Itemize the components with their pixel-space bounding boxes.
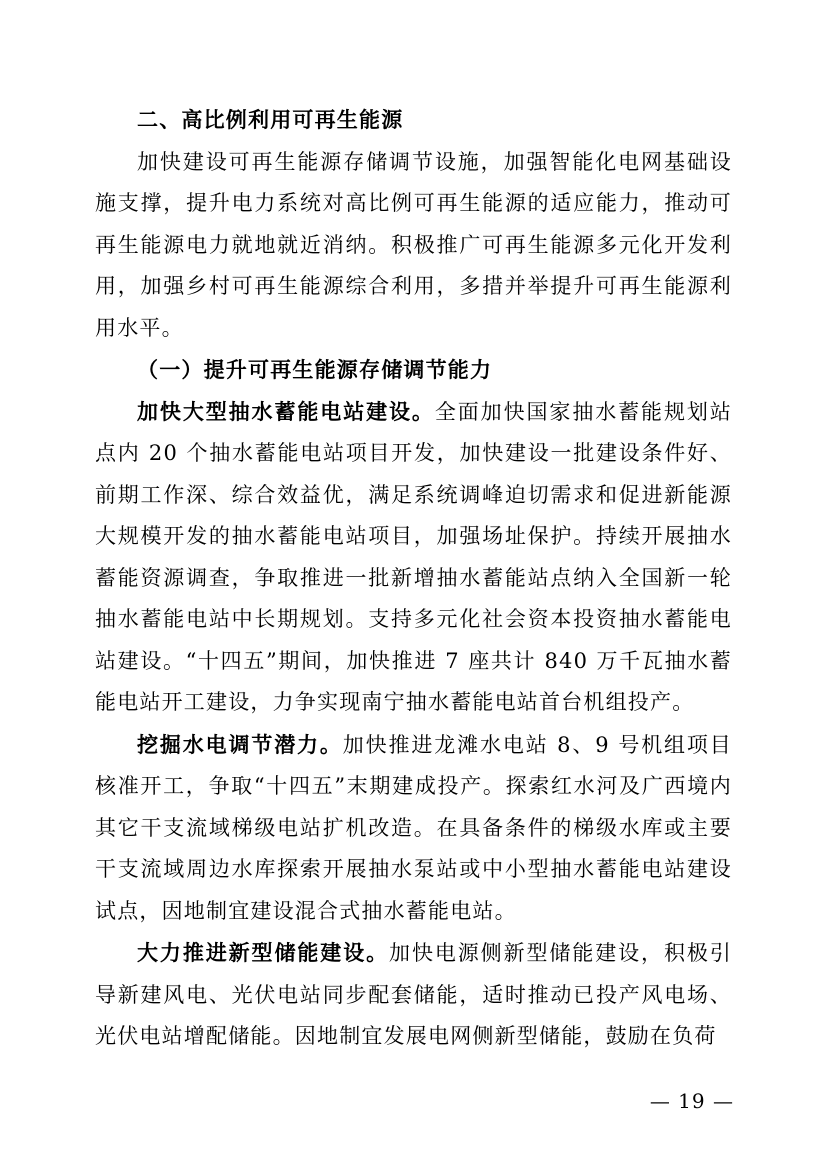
paragraph-hydropower-lead: 挖掘水电调节潜力。 <box>137 731 343 757</box>
paragraph-energy-storage <box>95 932 732 1058</box>
paragraph-pumped-storage-lead: 加快大型抽水蓄能电站建设。 <box>137 398 435 424</box>
page-number: — 19 — <box>649 1089 734 1113</box>
paragraph-pumped-storage <box>95 391 732 724</box>
paragraph-energy-storage-lead: 大力推进新型储能建设。 <box>137 940 390 965</box>
paragraph-pumped-storage-text: 全面加快国家抽水蓄能规划站点内 20 个抽水蓄能电站项目开发，加快建设一批建设条件好、前期工作深、综合效益优，满足系统调峰迫切需求和促进新能源大规模开发的抽水蓄能电站项目，加强场址保护。持续开展抽水蓄能资源调查，争取推进一批新增抽水蓄能站点纳入全国新一轮抽水蓄能电站中长期规划。支持多元化社会资本投资抽水蓄能电站建设。“十四五”期间，加快推进 7 座共计 840 万千瓦抽水蓄能电站开工建设，力争实现南宁抽水蓄能电站首台机组投产。 <box>95 399 732 714</box>
sub-heading: （一）提升可再生能源存储调节能力 <box>137 357 493 382</box>
intro-paragraph-text: 加快建设可再生能源存储调节设施，加强智能化电网基础设施支撑，提升电力系统对高比例可再生能源的适应能力，推动可再生能源电力就地就近消纳。积极推广可再生能源多元化开发利用，加强乡村可再生能源综合利用，多措并举提升可再生能源利用水平。 <box>95 149 732 340</box>
paragraph-hydropower <box>95 724 732 933</box>
intro-paragraph <box>95 142 732 350</box>
document-content <box>95 100 732 1058</box>
paragraph-hydropower-text: 加快推进龙滩水电站 8、9 号机组项目核准开工，争取“十四五”末期建成投产。探索红水河及广西境内其它干支流域梯级电站扩机改造。在具备条件的梯级水库或主要干支流域周边水库探索开展抽水泵站或中小型抽水蓄能电站建设试点，因地制宜建设混合式抽水蓄能电站。 <box>95 732 732 923</box>
section-heading: 二、高比例利用可再生能源 <box>137 108 404 132</box>
paragraph-energy-storage-text: 加快电源侧新型储能建设，积极引导新建风电、光伏电站同步配套储能，适时推动已投产风电场、光伏电站增配储能。因地制宜发展电网侧新型储能，鼓励在负荷 <box>95 941 732 1048</box>
